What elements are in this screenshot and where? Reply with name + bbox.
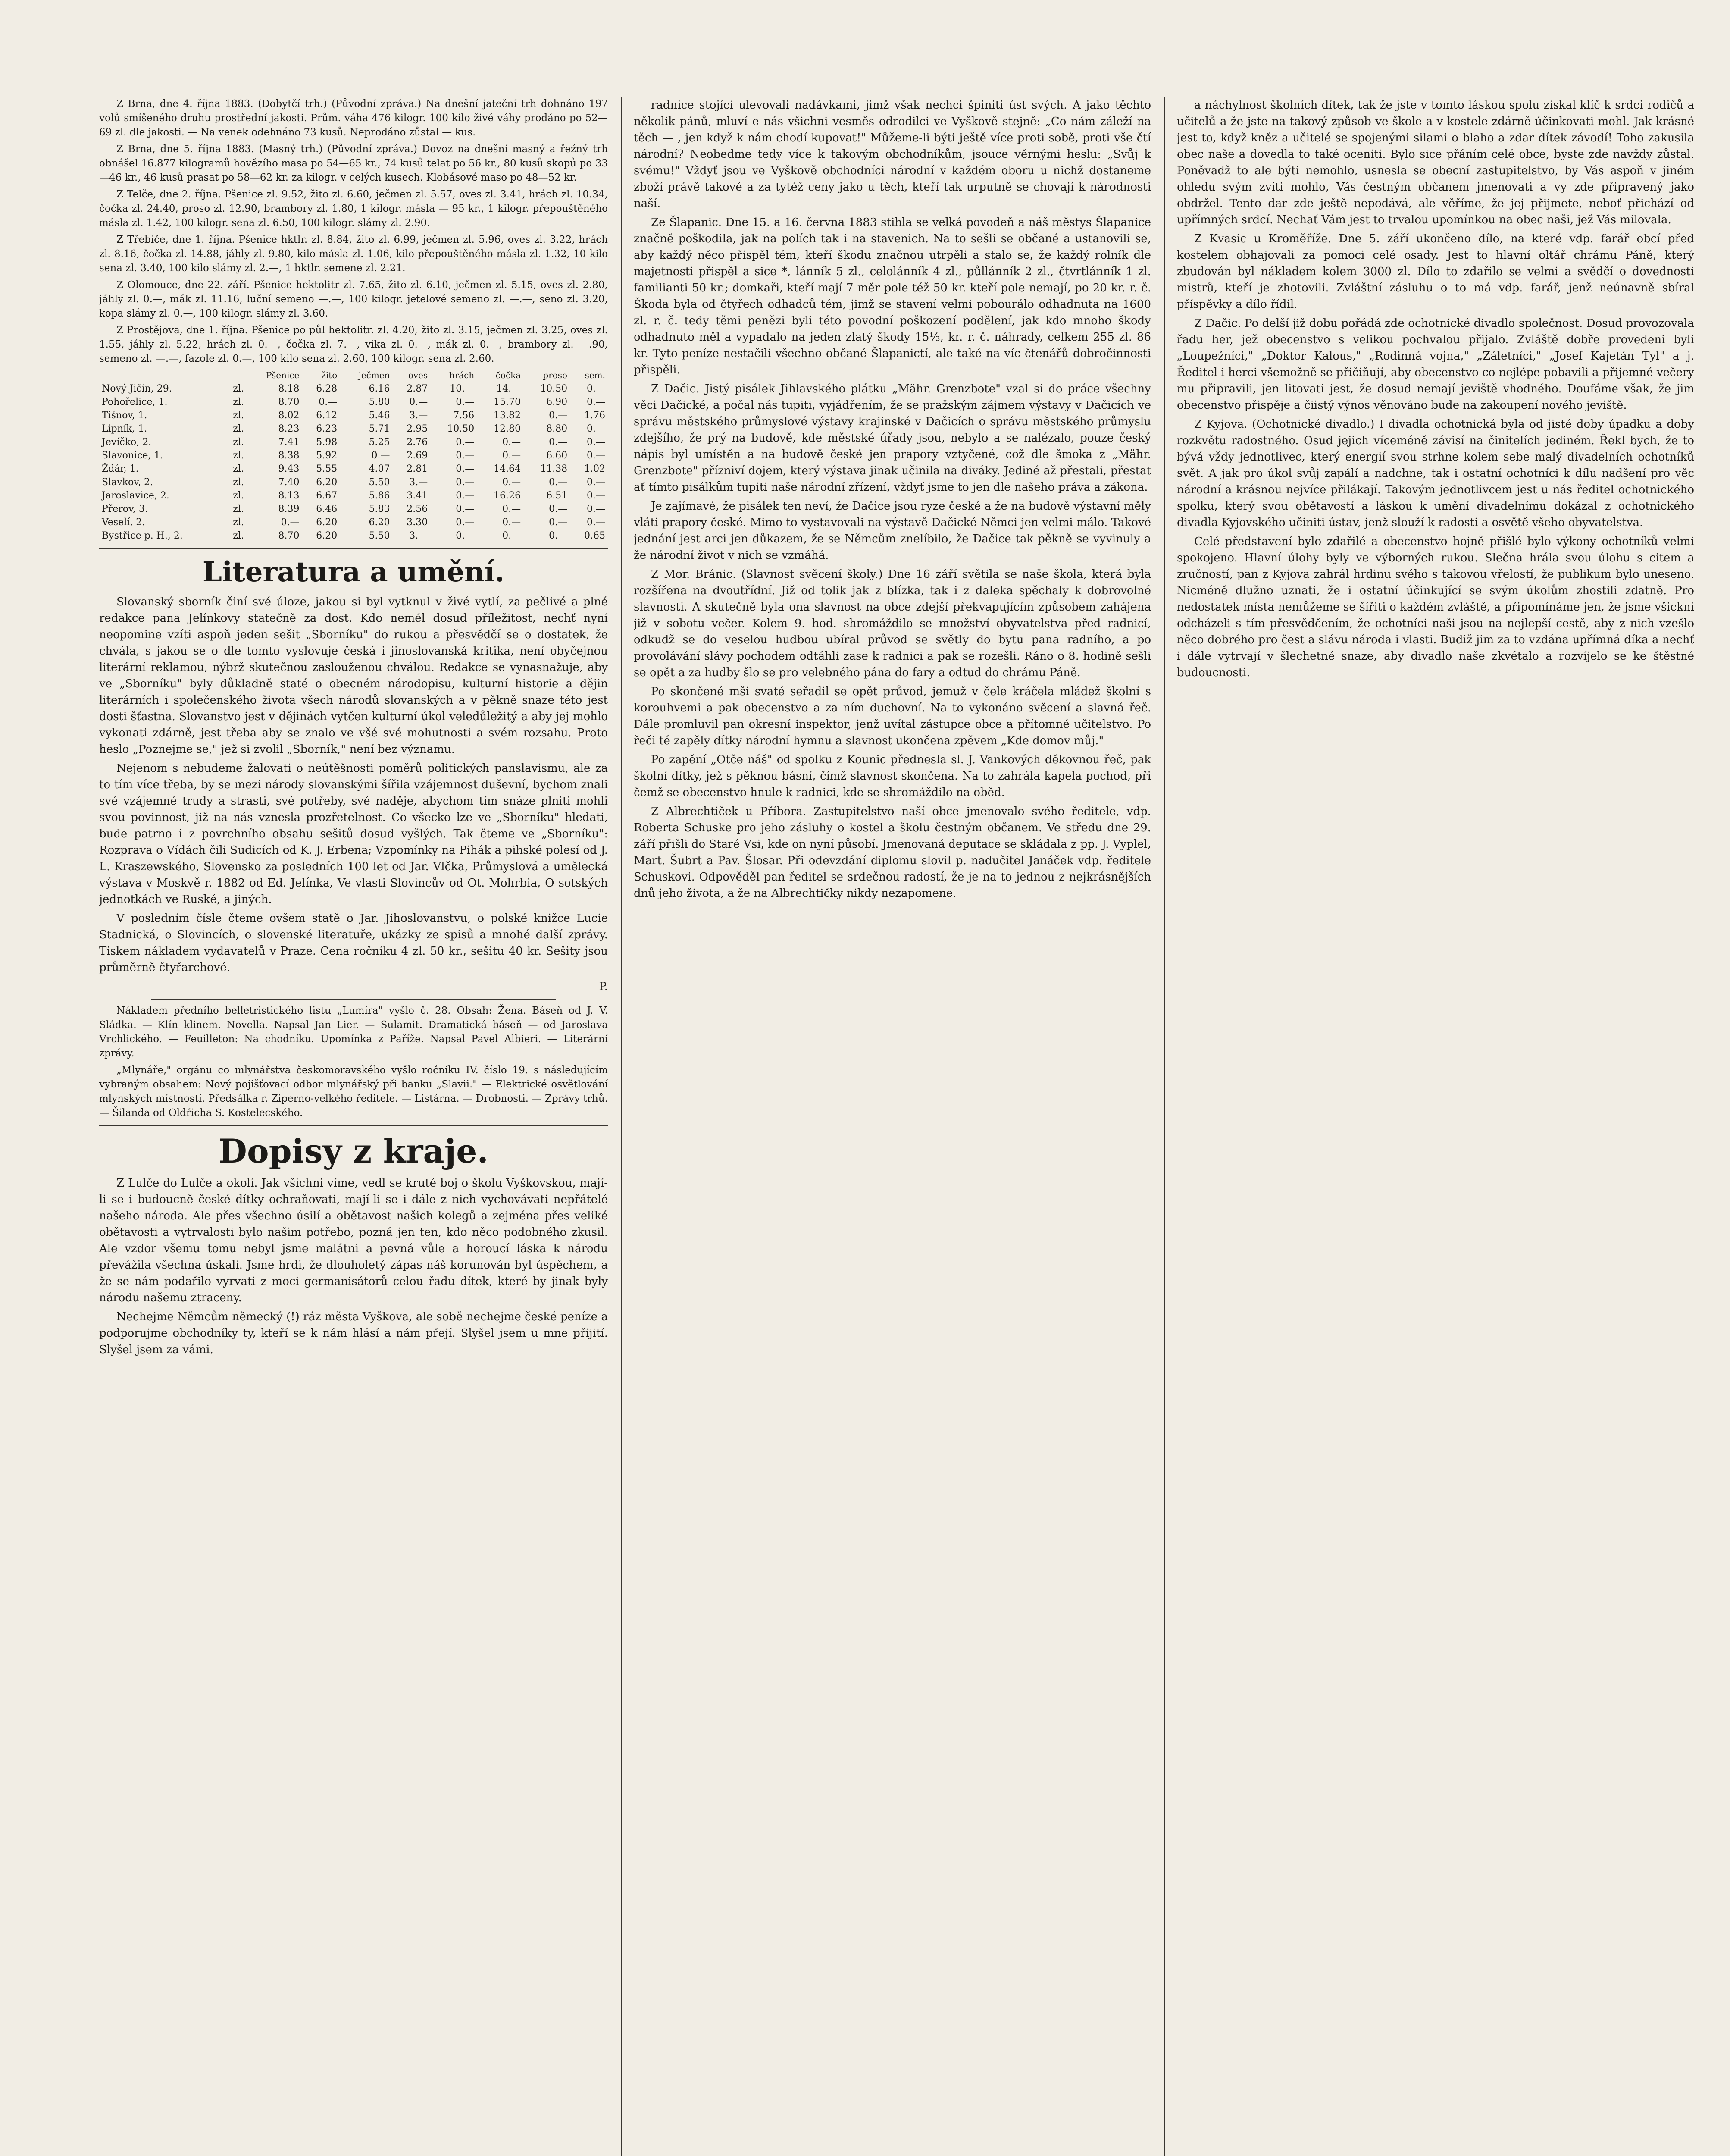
table-cell: zl.: [233, 450, 244, 461]
table-cell: 6.20: [369, 517, 390, 528]
table-row: [99, 462, 608, 476]
column-right: [1177, 97, 1694, 2156]
table-cell: zl.: [233, 464, 244, 474]
table-cell: 10.50: [447, 423, 475, 434]
section-heading-letters: Dopisy z kraje.: [219, 1132, 488, 1170]
table-cell: 0.—: [456, 450, 475, 461]
table-cell: 3.41: [407, 490, 428, 501]
table-cell: Přerov, 3.: [102, 504, 148, 514]
table-cell: 8.80: [546, 423, 568, 434]
table-cell: 0.—: [456, 517, 475, 528]
table-cell: 0.—: [502, 517, 521, 528]
table-cell: 6.90: [546, 397, 568, 407]
table-cell: zl.: [233, 437, 244, 448]
table-cell: 0.—: [281, 517, 300, 528]
article-paragraph: Z Kvasic u Kroměříže. Dne 5. září ukončeno dílo, na které vdp. farář obcí před kostelem obhajovali za pomoci celé osady. Jest to hlavní oltář chrámu Páně, který zbudován byl nákladem kolem 3000 zl. Dílo to zdařilo se velmi a svědčí o dovednosti mistrů, kteří je zhotovili. Zvláštní zásluhu o to má vdp. farář, jenž neúnavně sbíral příspěvky a dílo řídil.: [1177, 232, 1694, 311]
table-cell: 3.—: [409, 477, 428, 488]
column-left: [99, 97, 608, 2156]
article-paragraph: Celé představení bylo zdařilé a obecenstvo hojně přišlé bylo výkony ochotníků velmi spokojeno. Hlavní úlohy byly ve výborných rukou. Slečna hrála svou úlohu s citem a zručností, pan z Kyjova zahrál hrdinu svého s takovou vřelostí, že publikum bylo uneseno. Nicméně dlužno uznati, že i ostatní účinkující se svým úkolům zhostili zdatně. Pro nedostatek místa nemůžeme se šířiti o každém zvláště, a připomínáme jen, že jsme všickni odcházeli s tím přesvědčením, že ochotníci naši jsou na nejlepší cestě, aby z nich vzešlo něco dobrého pro čest a slávu národa i vlasti. Budiž jim za to vzdána upřímná díka a nechť i dále vytrvají v šlechetné snaze, aby divadlo naše zkvétalo a rozvíjelo se ke štěstné budoucnosti.: [1177, 535, 1694, 679]
table-cell: 10.—: [450, 383, 475, 394]
table-cell: 6.60: [546, 450, 568, 461]
table-cell: 6.46: [316, 504, 338, 514]
section-divider: [99, 548, 608, 549]
table-cell: 0.—: [371, 450, 390, 461]
table-cell: zl.: [233, 530, 244, 541]
table-cell: 5.98: [316, 437, 338, 448]
table-cell: zl.: [233, 423, 244, 434]
table-cell: 0.65: [584, 530, 605, 541]
table-cell: 0.—: [456, 530, 475, 541]
table-cell: 16.26: [494, 490, 521, 501]
table-cell: Ždár, 1.: [102, 464, 139, 474]
table-cell: Bystřice p. H., 2.: [102, 530, 183, 541]
table-header-cell: ječmen: [358, 370, 390, 380]
table-row: [99, 422, 608, 436]
table-cell: 1.76: [584, 410, 605, 421]
table-row: [99, 436, 608, 449]
table-cell: 14.64: [494, 464, 521, 474]
table-row: [99, 489, 608, 502]
table-cell: Slavonice, 1.: [102, 450, 163, 461]
table-cell: 6.12: [316, 410, 338, 421]
article-signature: P.: [599, 980, 608, 993]
article-paragraph: Z Albrechtiček u Příbora. Zastupitelstvo naší obce jmenovalo svého ředitele, vdp. Roberta Schuske pro jeho zásluhy o kostel a školu čestným občanem. Ve středu dne 29. září přišli do Staré Vsi, kde on nyní působí. Jmenovaná deputace se skládala z pp. J. Vyplel, Mart. Šubrt a Pav. Šlosar. Při odevzdání diplomu slovil p. nadučitel Janáček vdp. ředitele Schuskovi. Odpověděl pan ředitel se srdečnou radostí, že je na to jednou z nejkrásnějších dnů jeho života, a že na Albrechtičky nikdy nezapomene.: [634, 805, 1151, 900]
table-cell: 6.20: [316, 477, 338, 488]
table-cell: zl.: [233, 517, 244, 528]
table-cell: 8.70: [278, 530, 300, 541]
article-paragraph: Po skončené mši svaté seřadil se opět průvod, jemuž v čele kráčela mládež školní s korouhvemi a pak obecenstvo a za ním duchovní. Na to vykonáno svěcení a slavná řeč. Dále promluvil pan okresní inspektor, jenž uvítal zástupce obce a přítomné učitelstvo. Po řeči té zapěly dítky národní hymnu a slavnost ukončena zpěvem „Kde domov můj.": [634, 685, 1151, 747]
table-cell: 3.—: [409, 410, 428, 421]
table-cell: 4.07: [369, 464, 390, 474]
section-divider: [99, 1125, 608, 1126]
table-cell: 0.—: [502, 504, 521, 514]
table-cell: 14.—: [496, 383, 521, 394]
table-cell: 5.50: [369, 530, 390, 541]
table-cell: 3.30: [407, 517, 428, 528]
market-report: Z Telče, dne 2. října. Pšenice zl. 9.52, žito zl. 6.60, ječmen zl. 5.57, oves zl. 3.41, hrách zl. 10.34, čočka zl. 24.40, proso zl. 12.90, brambory zl. 1.80, 1 kilogr. másla — 95 kr., 1 kilogr. přepouštěného másla zl. 1.42, 100 kilogr. sena zl. 6.50, 100 kilogr. slámy zl. 2.90.: [99, 189, 608, 229]
table-cell: 0.—: [456, 464, 475, 474]
table-cell: 1.02: [584, 464, 605, 474]
table-cell: 13.82: [494, 410, 521, 421]
table-cell: 0.—: [549, 530, 568, 541]
table-cell: 5.46: [369, 410, 390, 421]
market-report: Z Olomouce, dne 22. září. Pšenice hektolitr zl. 7.65, žito zl. 6.10, ječmen zl. 5.15, oves zl. 2.80, jáhly zl. 0.—, mák zl. 11.16, luční semeno —.—, 100 kilogr. jetelové semeno zl. —.—, seno zl. 3.20, kopa slámy zl. 0.—, 100 kilogr. slámy zl. 3.60.: [99, 279, 608, 319]
table-row: [99, 449, 608, 462]
article-paragraph: radnice stojící ulevovali nadávkami, jimž však nechci špiniti úst svých. A jako těchto několik pánů, mluví e nás všichni vesměs odrodilci ve Vyškově stejně: „Co nám záleží na těch — , jen když k nám chodí kupovat!" Můžeme-li býti ještě více proti sobě, proti vše čtí národní? Neobedme tedy více k takovým obchodníkům, jsouce věrnými heslu: „Svůj k svému!" Vždyť jsou ve Vyškově obchodníci národní v každém oboru u nichž dostaneme zboží právě takové a za tytéž ceny jako u těch, kteří tak urputně se chovají k národnosti naší.: [634, 99, 1151, 210]
table-cell: 0.—: [549, 410, 568, 421]
table-header-cell: oves: [408, 370, 428, 380]
table-cell: 0.—: [502, 477, 521, 488]
table-row: [99, 529, 608, 542]
table-header-cell: [99, 369, 223, 382]
table-header-cell: hrách: [449, 370, 475, 380]
table-cell: 7.56: [453, 410, 475, 421]
article-paragraph: Z Mor. Bránic. (Slavnost svěcení školy.) Dne 16 září světila se naše škola, která byla rozšířena na dvoutřídní. Již od tolik jak z blízka, tak i z daleka spěchaly k dobrovolné slavnosti. A skutečně byla ona slavnost na obce zdejší překvapujícím způsobem zahájena již v sobotu večer. Kolem 9. hod. shromáždilo se množství obyvatelstva před radnicí, odkudž se do veselou hudbou ubíral průvod se světly do bytu pana radního, a po provolávání slávy pochodem odtáhli zase k radnici a pak se rozešli. Ráno o 8. hodině sešli se opět a za hudby šlo se pro velebného pána do fary a odtud do chrámu Páně.: [634, 568, 1151, 679]
article-paragraph: a náchylnost školních dítek, tak že jste v tomto láskou spolu získal klíč k srdci rodičů a učitelů a že jste na takový způsob ve škole a v kostele zdárně účinkovati mohl. Jak krásné jest to, když kněz a učitelé se spojenými silami o blaho a zdar dítek závodí! Toho zakusila obec naše a dovedla to také oceniti. Bylo sice přáním celé obce, byste zde navždy zůstal. Poněvadž to ale býti nemohlo, usnesla se obecní zastupitelstvo, by Vás aspoň v jiném ohledu svým zvíti mohlo, Vás čestným občanem jmenovati a vy zde připravený jako obdržel. Tento dar zde ještě nepodává, ale věříme, že jej přijmete, neboť přichází od upřímných srdcí. Nechať Vám jest to trvalou upomínkou na obec naši, jež Vás milovala.: [1177, 99, 1694, 226]
table-cell: 6.20: [316, 517, 338, 528]
table-cell: 5.80: [369, 397, 390, 407]
divider: [151, 999, 556, 1000]
article-paragraph: Po zapění „Otče náš" od spolku z Kounic přednesla sl. J. Vankových děkovnou řeč, pak školní dítky, jež s pěknou básní, čímž slavnost skončena. Na to zahrála kapela pochod, při čemž se obecenstvo hnule k radnici, kde se shromáždilo na oběd.: [634, 753, 1151, 799]
table-header-cell: Pšenice: [266, 370, 300, 380]
table-cell: 8.02: [278, 410, 300, 421]
table-cell: 0.—: [456, 490, 475, 501]
section-heading-literature: Literatura a umění.: [202, 556, 505, 588]
table-cell: Slavkov, 2.: [102, 477, 153, 488]
table-cell: 0.—: [409, 397, 428, 407]
column-rule: [621, 97, 622, 2156]
table-cell: 2.81: [407, 464, 428, 474]
table-cell: zl.: [233, 383, 244, 394]
grain-price-table: [99, 369, 608, 542]
table-cell: zl.: [233, 477, 244, 488]
table-cell: 0.—: [587, 477, 605, 488]
table-cell: 0.—: [549, 477, 568, 488]
table-cell: 2.95: [407, 423, 428, 434]
table-cell: Tišnov, 1.: [102, 410, 147, 421]
table-cell: zl.: [233, 397, 244, 407]
table-cell: 0.—: [456, 477, 475, 488]
table-cell: 0.—: [587, 437, 605, 448]
table-cell: Jaroslavice, 2.: [102, 490, 169, 501]
table-cell: 15.70: [494, 397, 521, 407]
column-rule: [1164, 97, 1165, 2156]
table-header-cell: proso: [543, 370, 568, 380]
table-cell: 0.—: [456, 397, 475, 407]
table-cell: 7.40: [278, 477, 300, 488]
table-cell: Veselí, 2.: [102, 517, 145, 528]
market-report: Z Brna, dne 5. října 1883. (Masný trh.) (Původní zpráva.) Dovoz na dnešní masný a řeźný trh obnášel 16.877 kilogramů hovězího masa po 54—65 kr., 74 kusů telat po 56 kr., 80 kusů skopů po 33—46 kr., 46 kusů prasat po 58—62 kr. za kilogr. v celých kusech. Klobásové maso po 48—52 kr.: [99, 144, 608, 183]
table-cell: 5.55: [316, 464, 338, 474]
table-cell: 2.87: [407, 383, 428, 394]
table-cell: 3.—: [409, 530, 428, 541]
table-cell: 2.69: [407, 450, 428, 461]
table-cell: 7.41: [278, 437, 300, 448]
table-cell: 0.—: [502, 530, 521, 541]
table-cell: 8.23: [278, 423, 300, 434]
table-cell: 0.—: [549, 517, 568, 528]
article-paragraph: V posledním čísle čteme ovšem statě o Jar. Jihoslovanstvu, o polské knižce Lucie Stadnická, o Slovincích, o slovenské literatuře, ukázky ze spisů a mnohé další zprávy. Tiskem nákladem vydavatelů v Praze. Cena ročníku 4 zl. 50 kr., sešitu 40 kr. Sešity jsou průměrně čtyřarchové.: [99, 912, 608, 974]
table-cell: Lipník, 1.: [102, 423, 147, 434]
table-cell: 8.13: [278, 490, 300, 501]
article-paragraph: Z Lulče do Lulče a okolí. Jak všichni víme, vedl se kruté boj o školu Vyškovskou, mají-li se i budoucně české dítky ochraňovati, mají-li se i dále z nich vychovávati nepřátelé našeho národa. Ale přes všechno úsilí a obětavost našich kolegů a zejména přes veliké obětavosti a vytrvalosti bylo našim potřebo, pozná jen ten, kdo něco podobného zkusil. Ale vzdor všemu tomu nebyl jsme malátni a pevná vůle a horoucí láska k národu převážila všechna úskalí. Jsme hrdi, že dlouholetý zápas náš korunován byl úspěchem, a že se nám podařilo vyrvati z moci germanisátorů celou řadu dítek, které by jinak byly národu našemu ztraceny.: [99, 1177, 608, 1304]
table-row: [99, 382, 608, 395]
article-paragraph: Nechejme Němcům německý (!) ráz města Vyškova, ale sobě nechejme české peníze a podporujme obchodníky ty, kteří se k nám hlásí a nám přejí. Slyšel jsem u mne přijití. Slyšel jsem za vámi.: [99, 1310, 608, 1356]
article-paragraph: Je zajímavé, že pisálek ten neví, že Dačice jsou ryze české a že na budově výstavní měly vláti prapory české. Mimo to vystavovali na výstavě Dačické Němci jen velmi málo. Takové jednání jest arci jen důkazem, že se Němcům znelíbilo, že Dačice tak pěkně se vyvinuly a že národní život v nich se vzmáhá.: [634, 500, 1151, 562]
table-cell: 6.16: [369, 383, 390, 394]
table-cell: zl.: [233, 490, 244, 501]
article-paragraph: Ze Šlapanic. Dne 15. a 16. června 1883 stihla se velká povodeň a náš městys Šlapanice značně poškodila, jak na polích tak i na stavenich. Na to sešli se občané a ustanovili se, aby každý něco přispěl tém, kteří škodu značnou utrpěli a stalo se, že každý rolník dle majetnosti přispěl a sice *, lánník 5 zl., celolánník 4 zl., půllánník 2 zl., čtvrtlánník 1 zl. familianti 50 kr.; domkaři, kteří mají 7 měr pole též 50 kr. kteří pole nemají, po 20 kr. r. č. Škoda byla od čtyřech odhadců tém, jimž se stavení velmi pobourálo odhadnuta na 1600 zl. r. č. tedy těmi penězi byli této povodní poškození podělení, jak kdo mnoho škody odhadnuto měl a vypadalo na jeden zlatý škody 15⅓, kr. r. č. náhrady, celkem 255 zl. 86 kr. Tyto peníze nestačili všechno občané Šlapanictí, ale také na víc čtenářů dobročinnosti přispěli.: [634, 216, 1151, 376]
table-cell: 8.70: [278, 397, 300, 407]
table-cell: 0.—: [587, 383, 605, 394]
market-report: Z Brna, dne 4. října 1883. (Dobytčí trh.) (Původní zpráva.) Na dnešní jateční trh dohnáno 197 volů smíšeného druhu prostřední jakosti. Prům. váha 476 kilogr. 100 kilo živé váhy prodáno po 52—69 zl. dle jakosti. — Na venek odehnáno 73 kusů. Neprodáno zůstal — kus.: [99, 98, 608, 138]
table-cell: 0.—: [587, 490, 605, 501]
article-paragraph: Z Dačic. Jistý pisálek Jihlavského plátku „Mähr. Grenzbote" vzal si do práce všechny věci Dačické, a počal nás tupiti, vyjádřením, že se pražským zájmem výstavy v Dačicích ve správu městského průmyslové výstavy krajinské v Dačicích o správu městského průmyslu zdejšího, že prý na budově, kde městské úřady jsou, nebylo a se nalézalo, pouze český nápis byl umístěn a na budově české jen prapory vztyčené, což dle šmoka z „Mähr. Grenzbote" přízniví dojem, který výstava jinak učinila na diváky. Jediné až přestali, přestat ať tímto pisálkům tupiti naše národní zřízení, vždyť jsme to jen dle našeho práva a zákona.: [634, 382, 1151, 494]
table-cell: 0.—: [502, 437, 521, 448]
table-cell: 5.71: [369, 423, 390, 434]
table-cell: 0.—: [587, 517, 605, 528]
table-row: [99, 476, 608, 489]
notice-paragraph: Nákladem předního belletristického listu „Lumíra" vyšlo č. 28. Obsah: Žena. Báseň od J. V. Sládka. — Klín klinem. Novella. Napsal Jan Lier. — Sulamit. Dramatická báseň — od Jaroslava Vrchlického. — Feuilleton: Na chodníku. Upomínka z Paříže. Napsal Pavel Albieri. — Literární zprávy.: [99, 1005, 608, 1059]
notice-paragraph: „Mlynáře," orgánu co mlynářstva českomoravského vyšlo ročníku IV. číslo 19. s následujícím vybraným obsahem: Nový pojišťovací odbor mlynářský při banku „Slavii." — Elektrické osvětlování mlynských místností. Předsálka r. Ziperno-velkého ředitele. — Listárna. — Drobnosti. — Zprávy trhů. — Šilanda od Oldřicha S. Kostelecského.: [99, 1065, 608, 1119]
table-cell: 5.83: [369, 504, 390, 514]
table-cell: 6.67: [316, 490, 338, 501]
table-cell: zl.: [233, 504, 244, 514]
table-row: [99, 395, 608, 409]
table-cell: 0.—: [502, 450, 521, 461]
table-cell: 8.38: [278, 450, 300, 461]
table-cell: 12.80: [494, 423, 521, 434]
article-paragraph: Z Kyjova. (Ochotnické divadlo.) I divadla ochotnická byla od jisté doby úpadku a doby rozkvětu radostného. Osud jejich víceméně závisí na činitelích jediném. Řekl bych, že to bývá vždy jednotlivec, který energií svou strhne kolem sebe malý divadelních ochotníků svět. A jak pro úkol svůj zapálí a nadchne, tak i ostatní ochotníci k dílu nadšení pro věc národní a krásnou nejvíce přilákají. Takovým jednotlivcem jest u nás ředitel ochotnického spolku, který svou obětavostí a láskou k umění divadelnímu dokázal z ochotnického divadla Kyjovského učiniti ústav, jenž slouží k radosti a osvětě všeho obyvatelstva.: [1177, 418, 1694, 529]
table-cell: 5.92: [316, 450, 338, 461]
article-paragraph: Nejenom s nebudeme žalovati o neútěšnosti poměrů politických panslavismu, ale za to tím více třeba, by se mezi národy slovanskými šířila vzájemnost duševní, bychom znali své vzájemné trudy a strasti, své potřeby, své naděje, abychom tím snáze plniti mohli svou povinnost, již na nás vznesla prozřetelnost. Co všecko lze ve „Sborníku" hledati, bude patrno i z povrchního obsahu sešitů dosud vyšlých. Tak čteme ve „Sborníku": Rozprava o Vídách čili Sudicích od K. J. Erbena; Vzpomínky na Pihák a pihské polesí od J. L. Kraszewského, Slovensko za posledních 100 let od Jar. Vlčka, Průmyslová a umělecká výstava v Moskvě r. 1882 od Ed. Jelínka, Ve vlasti Slovincův od Ot. Mohrbia, O sotských jednotkách ve Ruské, a jiných.: [99, 762, 608, 906]
table-cell: 0.—: [587, 397, 605, 407]
table-cell: zl.: [233, 410, 244, 421]
table-cell: 11.38: [540, 464, 568, 474]
table-cell: 6.28: [316, 383, 338, 394]
table-header-cell: žito: [321, 370, 338, 380]
table-header-cell: sem.: [585, 370, 605, 380]
article-paragraph: Z Dačic. Po delší již dobu pořádá zde ochotnické divadlo společnost. Dosud provozovala řadu her, jež obecenstvo s velikou pochvalou přijalo. Zvláště dobře provedeni byli „Loupežníci," „Doktor Kalous," „Rodinná vojna," „Záletníci," „Josef Kajetán Tyl" a j. Ředitel i herci všemožně se přičiňují, aby obecenstvo co nejlépe pobavili a přijemné večery mu připravili, jen litovati jest, že dosud nemají jeviště vhodného. Doufáme však, že jim obecenstvo přispěje a čiistý výnos věnováno bude na zakoupení nového jeviště.: [1177, 317, 1694, 412]
table-cell: 0.—: [549, 437, 568, 448]
table-cell: 8.39: [278, 504, 300, 514]
column-middle: [634, 97, 1151, 2156]
table-cell: 0.—: [587, 423, 605, 434]
table-cell: 0.—: [319, 397, 338, 407]
table-cell: 5.25: [369, 437, 390, 448]
table-cell: 10.50: [540, 383, 568, 394]
table-row: [99, 502, 608, 516]
table-cell: 0.—: [587, 450, 605, 461]
newspaper-page: [99, 97, 1707, 2156]
article-paragraph: Slovanský sborník činí své úloze, jakou si byl vytknul v živé vytlí, za pečlivé a plné redakce pana Jelínkovy statečně za dost. Kdo nemél dosud příležitost, nechť nyní neopomine vzíti aspoň jeden sešit „Sborníku" do rukou a přesvědčí se o dostatek, že chvála, s jakou se o dle tomto vyslovuje česká i jinoslovanská kritika, není obyčejnou literární reklamou, nýbrž skutečnou zaslouženou chválou. Redakce se vynasnažuje, aby ve „Sborníku" byly důkladně staté o obecném národopisu, kulturní historie a dějin literárních i společenského života všech národů slovanských a v pěkně snaze této jest dosti šťastna. Slovanstvo jest v dějinách vytčen kulturní úkol veledůležitý a aby jej mohlo vykonati zdárně, jest třeba aby se znalo ve všé své mohutnosti a svém rozsahu. Proto heslo „Poznejme se," jež si zvolil „Sborník," není bez významu.: [99, 595, 608, 756]
table-header-cell: čočka: [495, 370, 521, 380]
table-cell: 0.—: [456, 504, 475, 514]
table-cell: 0.—: [587, 504, 605, 514]
table-cell: 5.86: [369, 490, 390, 501]
table-cell: Pohořelice, 1.: [102, 397, 168, 407]
table-row: [99, 409, 608, 422]
table-row: [99, 516, 608, 529]
market-report: Z Třebíče, dne 1. října. Pšenice hktlr. zl. 8.84, žito zl. 6.99, ječmen zl. 5.96, oves zl. 3.22, hrách zl. 8.16, čočka zl. 14.88, jáhly zl. 9.80, kilo másla zl. 1.06, kilo přepouštěného másla zl. 1.32, 10 kilo sena zl. 3.40, 100 kilo slámy zl. 2.—, 1 hktlr. semene zl. 2.21.: [99, 234, 608, 274]
table-cell: 8.18: [278, 383, 300, 394]
table-cell: 2.56: [407, 504, 428, 514]
table-cell: 6.23: [316, 423, 338, 434]
market-report: Z Prostějova, dne 1. října. Pšenice po půl hektolitr. zl. 4.20, žito zl. 3.15, ječmen zl. 3.25, oves zl. 1.55, jáhly zl. 5.22, hrách zl. 0.—, čočka zl. 7.—, vika zl. 0.—, mák zl. 0.—, brambory zl. —.90, semeno zl. —.—, fazole zl. 0.—, 100 kilo sena zl. 2.60, 100 kilogr. sena zl. 2.60.: [99, 325, 608, 364]
table-cell: Nový Jičín, 29.: [102, 383, 172, 394]
table-cell: Jevíčko, 2.: [102, 437, 152, 448]
table-cell: 9.43: [278, 464, 300, 474]
table-cell: 5.50: [369, 477, 390, 488]
table-cell: 0.—: [549, 504, 568, 514]
table-cell: 6.20: [316, 530, 338, 541]
table-header-cell: [223, 369, 247, 382]
table-cell: 2.76: [407, 437, 428, 448]
table-cell: 6.51: [546, 490, 568, 501]
table-cell: 0.—: [456, 437, 475, 448]
